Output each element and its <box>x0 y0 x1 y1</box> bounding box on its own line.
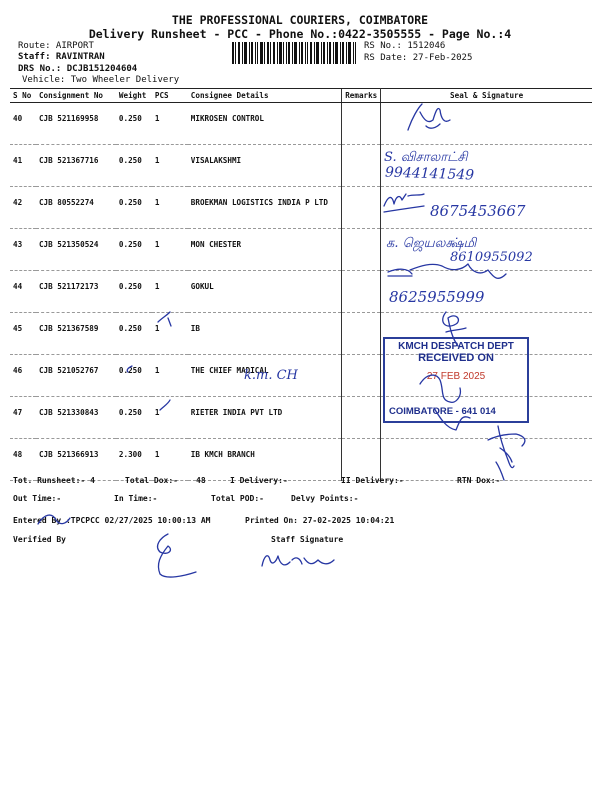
total-dox-value: 48 <box>196 476 206 485</box>
col-weight: Weight <box>116 89 152 103</box>
cell-pcs: 1 <box>152 103 188 145</box>
staff-label: Staff: RAVINTRAN <box>18 52 105 62</box>
col-consignee: Consignee Details <box>188 89 342 103</box>
cell-sno: 48 <box>10 439 36 481</box>
vehicle-label: Vehicle: Two Wheeler Delivery <box>22 75 180 85</box>
cell-sno: 40 <box>10 103 36 145</box>
cell-pcs: 1 <box>152 439 188 481</box>
in-time: In Time:- <box>114 494 158 503</box>
cell-weight: 0.250 <box>116 103 152 145</box>
i-delivery: I Delivery:- <box>230 476 288 485</box>
out-time: Out Time:- <box>13 494 62 503</box>
cell-remarks <box>342 229 381 271</box>
stamp-city: COIMBATORE - 641 014 <box>389 406 496 417</box>
cell-consignment: CJB 80552274 <box>36 187 116 229</box>
cell-weight: 0.250 <box>116 355 152 397</box>
cell-weight: 0.250 <box>116 145 152 187</box>
cell-sno: 42 <box>10 187 36 229</box>
cell-remarks <box>342 439 381 481</box>
handwritten-name-row41: S. விசாலாட்சி <box>384 150 468 165</box>
cell-consignee: THE CHIEF MADICAL <box>188 355 342 397</box>
total-runsheet: Tot. Runsheet:- 4 <box>13 476 95 485</box>
cell-sno: 47 <box>10 397 36 439</box>
barcode-image <box>232 42 356 64</box>
table-row <box>10 439 592 481</box>
cell-consignee: IB KMCH BRANCH <box>188 439 342 481</box>
cell-weight: 2.300 <box>116 439 152 481</box>
table-row <box>10 145 592 187</box>
col-remarks: Remarks <box>342 89 381 103</box>
runsheet-subtitle: Delivery Runsheet - PCC - Phone No.:0422-3505555 - Page No.:4 <box>88 27 512 41</box>
cell-consignment: CJB 521169958 <box>36 103 116 145</box>
cell-remarks <box>342 355 381 397</box>
cell-consignee: BROEKMAN LOGISTICS INDIA P LTD <box>188 187 342 229</box>
cell-consignee: GOKUL <box>188 271 342 313</box>
col-sno: S No <box>10 89 36 103</box>
cell-pcs: 1 <box>152 355 188 397</box>
cell-remarks <box>342 187 381 229</box>
entered-by: Entered By :TPCPCC 02/27/2025 10:00:13 AM <box>13 516 211 525</box>
cell-consignment: CJB 521367716 <box>36 145 116 187</box>
rtn-dox: RTN Dox:- <box>457 476 501 485</box>
cell-consignee: VISALAKSHMI <box>188 145 342 187</box>
cell-pcs: 1 <box>152 397 188 439</box>
col-pcs: PCS <box>152 89 188 103</box>
cell-consignee: MIKROSEN CONTROL <box>188 103 342 145</box>
cell-sno: 46 <box>10 355 36 397</box>
cell-remarks <box>342 313 381 355</box>
handwritten-phone-row43: 8610955092 <box>450 250 533 265</box>
delvy-points: Delvy Points:- <box>291 494 359 503</box>
cell-remarks <box>342 145 381 187</box>
ii-delivery: II Delivery:- <box>341 476 404 485</box>
received-stamp <box>383 337 529 423</box>
cell-consignment: CJB 521367589 <box>36 313 116 355</box>
printed-on: Printed On: 27-02-2025 10:04:21 <box>245 516 395 525</box>
col-consignment: Consignment No <box>36 89 116 103</box>
cell-remarks <box>342 103 381 145</box>
cell-pcs: 1 <box>152 229 188 271</box>
cell-remarks <box>342 397 381 439</box>
staff-signature-label: Staff Signature <box>271 535 344 544</box>
handwritten-name-row43: க. ஜெயலக்ஷ்மி <box>386 236 477 251</box>
cell-pcs: 1 <box>152 313 188 355</box>
table-row <box>10 103 592 145</box>
stamp-received: RECEIVED ON <box>418 352 494 364</box>
stamp-date: 27 FEB 2025 <box>426 371 486 382</box>
cell-sno: 45 <box>10 313 36 355</box>
route-label: Route: AIRPORT <box>18 41 94 51</box>
rs-date: RS Date: 27-Feb-2025 <box>364 53 473 63</box>
rs-number: RS No.: 1512046 <box>364 41 446 51</box>
stamp-dept: KMCH DESPATCH DEPT <box>398 341 514 352</box>
cell-consignee: MON CHESTER <box>188 229 342 271</box>
cell-sno: 44 <box>10 271 36 313</box>
handwritten-phone-row44: 8625955999 <box>389 288 485 306</box>
cell-sno: 43 <box>10 229 36 271</box>
cell-weight: 0.250 <box>116 187 152 229</box>
cell-consignment: CJB 521330843 <box>36 397 116 439</box>
verified-signature <box>158 534 196 577</box>
cell-consignment: CJB 521172173 <box>36 271 116 313</box>
company-title: THE PROFESSIONAL COURIERS, COIMBATORE <box>171 13 429 27</box>
cell-consignee: RIETER INDIA PVT LTD <box>188 397 342 439</box>
cell-pcs: 1 <box>152 187 188 229</box>
cell-seal <box>381 103 592 145</box>
table-header-row <box>10 89 592 103</box>
cell-consignment: CJB 521350524 <box>36 229 116 271</box>
cell-weight: 0.250 <box>116 229 152 271</box>
cell-consignee: IB <box>188 313 342 355</box>
col-seal-signature: Seal & Signature <box>381 89 592 103</box>
cell-consignment: CJB 521052767 <box>36 355 116 397</box>
cell-pcs: 1 <box>152 271 188 313</box>
verified-by: Verified By <box>13 535 66 544</box>
cell-pcs: 1 <box>152 145 188 187</box>
cell-weight: 0.250 <box>116 397 152 439</box>
handwritten-phone-row42: 8675453667 <box>430 202 526 220</box>
cell-seal <box>381 439 592 481</box>
total-dox-label: Total Dox:- <box>125 476 178 485</box>
drs-label: DRS No.: DCJB151204604 <box>18 64 138 74</box>
handwritten-phone-row41: 9944141549 <box>384 164 475 184</box>
cell-weight: 0.250 <box>116 313 152 355</box>
cell-consignment: CJB 521366913 <box>36 439 116 481</box>
table-row <box>10 271 592 313</box>
cell-sno: 41 <box>10 145 36 187</box>
cell-remarks <box>342 271 381 313</box>
cell-weight: 0.250 <box>116 271 152 313</box>
staff-signature <box>262 556 334 566</box>
total-pod: Total POD:- <box>211 494 264 503</box>
handwritten-note-row46: k.m. CH <box>244 368 298 383</box>
